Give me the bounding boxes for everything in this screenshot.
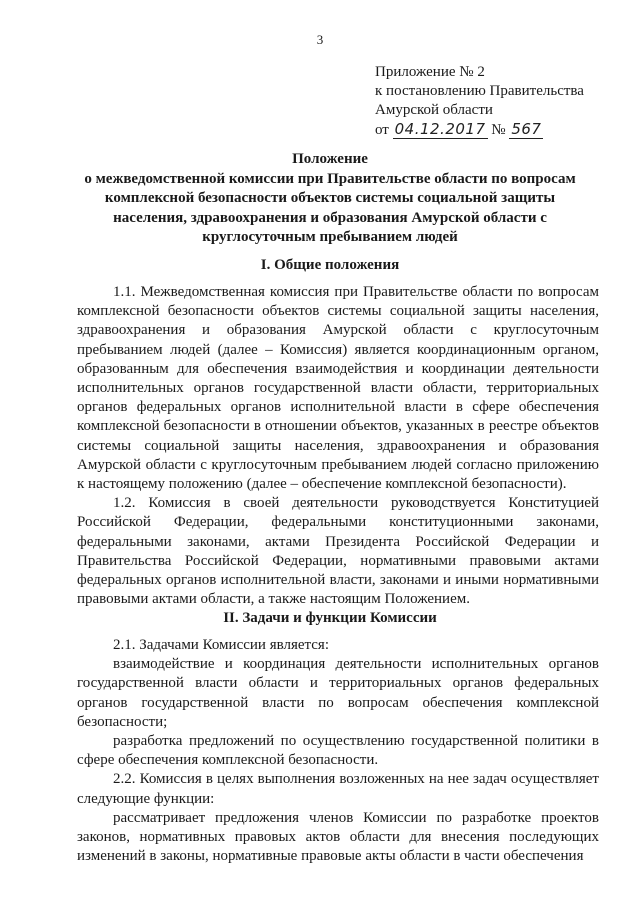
- paragraph-2-1-b: разработка предложений по осуществлению государственной политики в сфере обеспечения комплексной безопасности.: [77, 733, 599, 769]
- number-prefix: №: [491, 122, 506, 138]
- handwritten-date: 04.12.2017: [394, 120, 486, 138]
- appendix-header: [375, 63, 625, 140]
- section-1-body: [77, 283, 599, 609]
- paragraph-2-1-a: взаимодействие и координация деятельности исполнительных органов государственной власти области и территориальных органов федеральных органов государственной власти по вопросам обеспечения комплексной безопасности;: [77, 656, 599, 730]
- section-2-heading: II. Задачи и функции Комиссии: [223, 610, 437, 626]
- region-label: Амурской области: [375, 102, 493, 118]
- section-2-body: [77, 636, 599, 866]
- appendix-label: Приложение № 2: [375, 64, 485, 80]
- section-1-heading: I. Общие положения: [260, 257, 400, 273]
- date-prefix: от: [375, 122, 389, 138]
- handwritten-number: 567: [511, 120, 542, 138]
- document-title: [60, 150, 600, 248]
- title-line-4: населения, здравоохранения и образования Амурской области с: [113, 209, 547, 226]
- resolution-label: к постановлению Правительства: [375, 83, 584, 99]
- title-line-1: Положение: [292, 151, 368, 167]
- title-line-5: круглосуточным пребыванием людей: [202, 229, 458, 245]
- title-line-3: комплексной безопасности объектов системы социальной защиты: [104, 190, 556, 206]
- paragraph-2-2: 2.2. Комиссия в целях выполнения возложенных на нее задач осуществляет следующие функции:: [77, 771, 599, 807]
- paragraph-2-2-a: рассматривает предложения членов Комиссии по разработке проектов законов, нормативных правовых актов области для внесения последующих изменений в законы, нормативные правовые акты области в части обеспечения: [77, 809, 599, 865]
- paragraph-1-2: 1.2. Комиссия в своей деятельности руководствуется Конституцией Российской Федерации, федеральными конституционными законами, федеральными законами, актами Президента Российской Федерации и Правительства Российской Федерации, нормативными правовыми актами федеральных органов исполнительной власти, законами и иными нормативными правовыми актами области, а также настоящим Положением.: [77, 495, 599, 608]
- date-number-line: [375, 120, 625, 140]
- page-number: 3: [316, 32, 324, 47]
- paragraph-2-1: 2.1. Задачами Комиссии является:: [113, 637, 329, 653]
- paragraph-1-1: 1.1. Межведомственная комиссия при Правительстве области по вопросам комплексной безопасности объектов системы социальной защиты населения, здравоохранения и образования Амурской области с круглосуточным пребыванием людей (далее – Комиссия) является координационным органом, образованным для обеспечения взаимодействия и координации деятельности исполнительных органов государственной власти области, территориальных органов федеральных органов исполнительной власти в сфере обеспечения комплексной безопасности в отношении объектов, указанных в реестре объектов системы социальной защиты населения, здравоохранения и образования Амурской области с круглосуточным пребыванием людей согласно приложению к настоящему положению (далее – обеспечение комплексной безопасности).: [77, 284, 599, 493]
- title-line-2: о межведомственной комиссии при Правительстве области по вопросам: [84, 170, 576, 187]
